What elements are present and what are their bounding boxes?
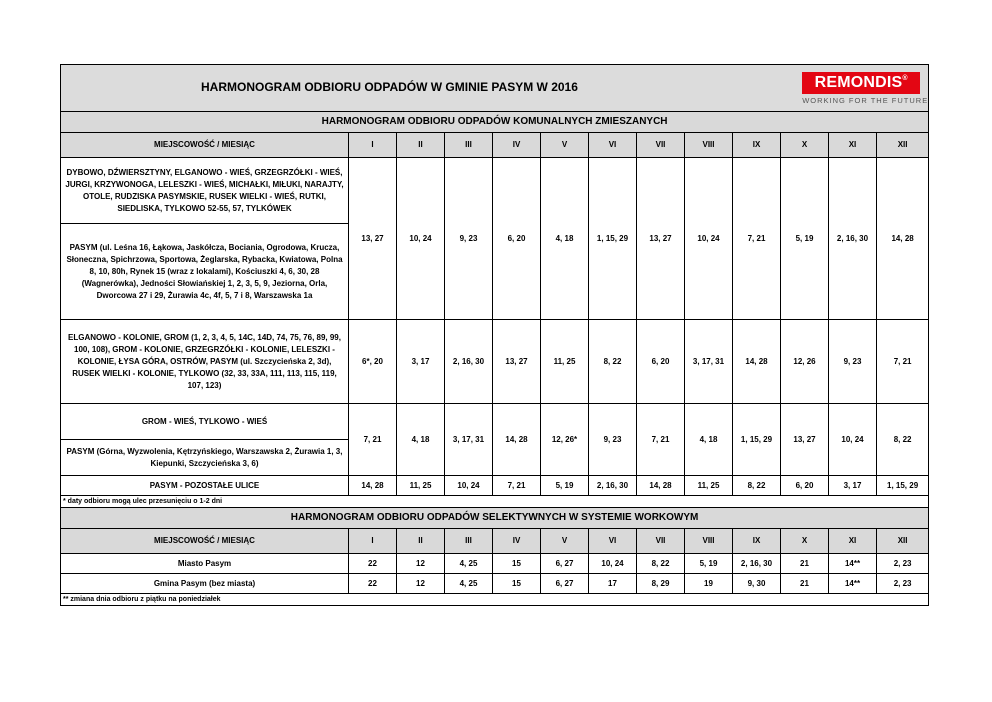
date-cell: 6, 20 [493,158,541,320]
month-header: IX [733,529,781,554]
date-cell: 13, 27 [637,158,685,320]
month-header: VIII [685,133,733,158]
logo-tagline: WORKING FOR THE FUTURE [802,96,929,105]
date-cell: 13, 27 [781,404,829,476]
month-header: X [781,133,829,158]
selective-header-location: MIEJSCOWOŚĆ / MIESIĄC [61,529,349,554]
date-cell: 7, 21 [733,158,781,320]
location-cell: Miasto Pasym [61,554,349,574]
date-cell: 9, 23 [829,320,877,404]
date-cell: 8, 22 [589,320,637,404]
date-cell: 8, 22 [733,476,781,496]
date-cell: 1, 15, 29 [877,476,929,496]
date-cell: 11, 25 [685,476,733,496]
date-cell: 7, 21 [493,476,541,496]
date-cell: 12 [397,574,445,594]
date-cell: 12 [397,554,445,574]
month-header: III [445,529,493,554]
date-cell: 5, 19 [685,554,733,574]
month-header: V [541,529,589,554]
date-cell: 2, 16, 30 [829,158,877,320]
date-cell: 5, 19 [781,158,829,320]
month-header: XII [877,133,929,158]
date-cell: 2, 16, 30 [445,320,493,404]
date-cell: 22 [349,554,397,574]
date-cell: 9, 23 [589,404,637,476]
month-header: VIII [685,529,733,554]
date-cell: 5, 19 [541,476,589,496]
mixed-footnote: * daty odbioru mogą ulec przesunięciu o 1-2 dni [61,496,929,508]
date-cell: 3, 17, 31 [445,404,493,476]
date-cell: 10, 24 [685,158,733,320]
date-cell: 7, 21 [877,320,929,404]
month-header: XI [829,133,877,158]
date-cell: 6, 27 [541,574,589,594]
date-cell: 2, 16, 30 [589,476,637,496]
date-cell: 2, 23 [877,554,929,574]
date-cell: 6, 27 [541,554,589,574]
date-cell: 13, 27 [493,320,541,404]
date-cell: 14, 28 [733,320,781,404]
date-cell: 12, 26 [781,320,829,404]
date-cell: 21 [781,574,829,594]
month-header: XII [877,529,929,554]
logo-name: REMONDIS [814,74,903,91]
date-cell: 22 [349,574,397,594]
date-cell: 6*, 20 [349,320,397,404]
date-cell: 4, 18 [397,404,445,476]
date-cell: 1, 15, 29 [589,158,637,320]
month-header: X [781,529,829,554]
month-header: V [541,133,589,158]
schedule-sheet [60,64,928,606]
date-cell: 6, 20 [637,320,685,404]
location-cell: Gmina Pasym (bez miasta) [61,574,349,594]
date-cell: 9, 30 [733,574,781,594]
date-cell: 1, 15, 29 [733,404,781,476]
month-header: I [349,529,397,554]
date-cell: 14, 28 [349,476,397,496]
date-cell: 4, 25 [445,554,493,574]
date-cell: 4, 18 [685,404,733,476]
date-cell: 19 [685,574,733,594]
date-cell: 10, 24 [397,158,445,320]
date-cell: 14, 28 [877,158,929,320]
location-cell: PASYM (Górna, Wyzwolenia, Kętrzyńskiego, Warszawska 2, Żurawia 1, 3, Kiepunki, Szczycieńska 3, 6) [61,440,349,476]
month-header: IX [733,133,781,158]
date-cell: 15 [493,574,541,594]
date-cell: 9, 23 [445,158,493,320]
date-cell: 11, 25 [397,476,445,496]
month-header: VII [637,529,685,554]
month-header: II [397,133,445,158]
date-cell: 12, 26* [541,404,589,476]
selective-section-title: HARMONOGRAM ODBIORU ODPADÓW SELEKTYWNYCH W SYSTEMIE WORKOWYM [61,508,929,529]
month-header: III [445,133,493,158]
selective-footnote: ** zmiana dnia odbioru z piątku na poniedziałek [61,594,929,606]
mixed-section-title: HARMONOGRAM ODBIORU ODPADÓW KOMUNALNYCH ZMIESZANYCH [61,112,929,133]
date-cell: 8, 29 [637,574,685,594]
location-cell: DYBOWO, DŹWIERSZTYNY, ELGANOWO - WIEŚ, GRZEGRZÓŁKI - WIEŚ, JURGI, KRZYWONOGA, LELESZKI - WIEŚ, MICHAŁKI, MIŁUKI, NARAJTY, OTOLE, RUDZISKA PASYMSKIE, RUSEK WIELKI - WIEŚ, RUTKI, SIEDLISKA, TYLKOWO 52-55, 57, TYLKÓWEK [61,158,349,224]
date-cell: 14, 28 [637,476,685,496]
page-title: HARMONOGRAM ODBIORU ODPADÓW W GMINIE PASYM W 2016 [201,80,578,94]
date-cell: 21 [781,554,829,574]
date-cell: 14, 28 [493,404,541,476]
month-header: VI [589,529,637,554]
schedule-table [60,64,929,606]
month-header: I [349,133,397,158]
date-cell: 4, 18 [541,158,589,320]
date-cell: 14** [829,574,877,594]
month-header: IV [493,529,541,554]
date-cell: 7, 21 [349,404,397,476]
month-header: IV [493,133,541,158]
location-cell: PASYM - POZOSTAŁE ULICE [61,476,349,496]
month-header: VI [589,133,637,158]
month-header: VII [637,133,685,158]
date-cell: 2, 16, 30 [733,554,781,574]
date-cell: 7, 21 [637,404,685,476]
date-cell: 10, 24 [445,476,493,496]
location-cell: PASYM (ul. Leśna 16, Łąkowa, Jaskółcza, Bociania, Ogrodowa, Krucza, Słoneczna, Spichrzowa, Sportowa, Żeglarska, Rybacka, Kwiatowa, Polna 8, 10, 80h, Rynek 15 (wraz z lokalami), Kościuszki 4, 6, 30, 28 (Wagnerówka), Jedności Słowiańskiej 1, 2, 3, 5, 9, Jeziorna, Orla, Dworcowa 27 i 29, Żurawia 4c, 4f, 5, 7 i 8, Warszawska 1a [61,224,349,320]
location-cell: GROM - WIEŚ, TYLKOWO - WIEŚ [61,404,349,440]
date-cell: 13, 27 [349,158,397,320]
date-cell: 14** [829,554,877,574]
date-cell: 3, 17, 31 [685,320,733,404]
month-header: II [397,529,445,554]
date-cell: 8, 22 [637,554,685,574]
date-cell: 3, 17 [397,320,445,404]
date-cell: 10, 24 [829,404,877,476]
mixed-header-location: MIEJSCOWOŚĆ / MIESIĄC [61,133,349,158]
remondis-logo [802,72,929,106]
date-cell: 15 [493,554,541,574]
logo-reg-mark: ® [902,75,908,82]
date-cell: 8, 22 [877,404,929,476]
location-cell: ELGANOWO - KOLONIE, GROM (1, 2, 3, 4, 5, 14C, 14D, 74, 75, 76, 89, 99, 100, 108), GROM - KOLONIE, GRZEGRZÓŁKI - KOLONIE, LELESZKI - KOLONIE, ŁYSA GÓRA, OSTRÓW, PASYM (ul. Szczycieńska 2, 3d), RUSEK WIELKI - KOLONIE, TYLKOWO (32, 33, 33A, 111, 113, 115, 119, 107, 123) [61,320,349,404]
date-cell: 4, 25 [445,574,493,594]
month-header: XI [829,529,877,554]
title-cell [61,65,929,112]
date-cell: 2, 23 [877,574,929,594]
date-cell: 6, 20 [781,476,829,496]
date-cell: 3, 17 [829,476,877,496]
date-cell: 10, 24 [589,554,637,574]
date-cell: 11, 25 [541,320,589,404]
date-cell: 17 [589,574,637,594]
